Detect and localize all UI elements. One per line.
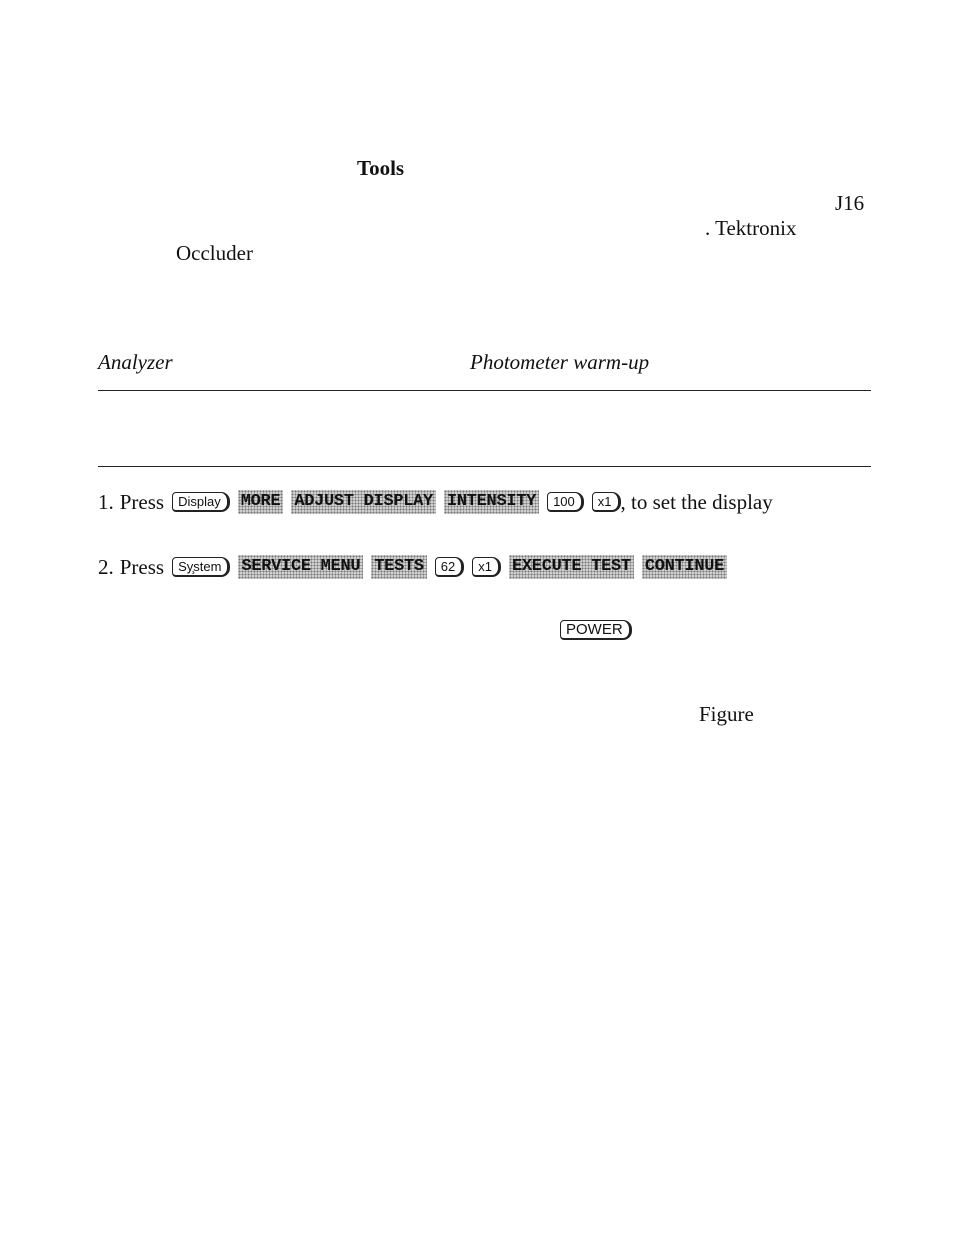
softkey-more[interactable]: MORE xyxy=(238,490,284,514)
softkey-tests[interactable]: TESTS xyxy=(371,555,427,579)
power-key[interactable]: POWER xyxy=(560,620,632,640)
j16-fragment: J16 xyxy=(835,191,865,215)
occluder-fragment: Occluder xyxy=(176,241,253,265)
softkey-continue[interactable]: CONTINUE xyxy=(642,555,727,579)
table-top-rule xyxy=(98,390,871,391)
table-bottom-rule xyxy=(98,466,871,467)
table-header-photometer: Photometer warm-up xyxy=(470,350,650,374)
key-62[interactable]: 62 xyxy=(435,557,464,577)
step-1-number: 1. xyxy=(98,490,114,514)
step-1 xyxy=(98,490,773,514)
tools-heading: Tools xyxy=(357,156,405,180)
softkey-adjust-display[interactable]: ADJUST DISPLAY xyxy=(291,490,436,514)
step-1-press: Press xyxy=(119,490,165,514)
figure-reference: Figure xyxy=(699,702,754,726)
step-2-number: 2. xyxy=(98,555,114,579)
power-key-wrapper xyxy=(560,620,632,641)
step-2 xyxy=(98,555,727,579)
key-100[interactable]: 100 xyxy=(547,492,584,512)
softkey-service-menu[interactable]: SERVICE MENU xyxy=(238,555,363,579)
display-key[interactable]: Display xyxy=(172,492,230,512)
softkey-execute-test[interactable]: EXECUTE TEST xyxy=(509,555,634,579)
step-2-press: Press xyxy=(119,555,165,579)
key-x1-step2[interactable]: x1 xyxy=(472,557,501,577)
step-1-trailing-text: , to set the display xyxy=(620,490,773,514)
key-x1[interactable]: x1 xyxy=(592,492,621,512)
softkey-intensity[interactable]: INTENSITY xyxy=(444,490,539,514)
tektronix-fragment: . Tektronix xyxy=(705,216,797,240)
system-key[interactable]: Sy̧stem xyxy=(172,557,230,577)
table-header-analyzer: Analyzer xyxy=(98,350,173,374)
